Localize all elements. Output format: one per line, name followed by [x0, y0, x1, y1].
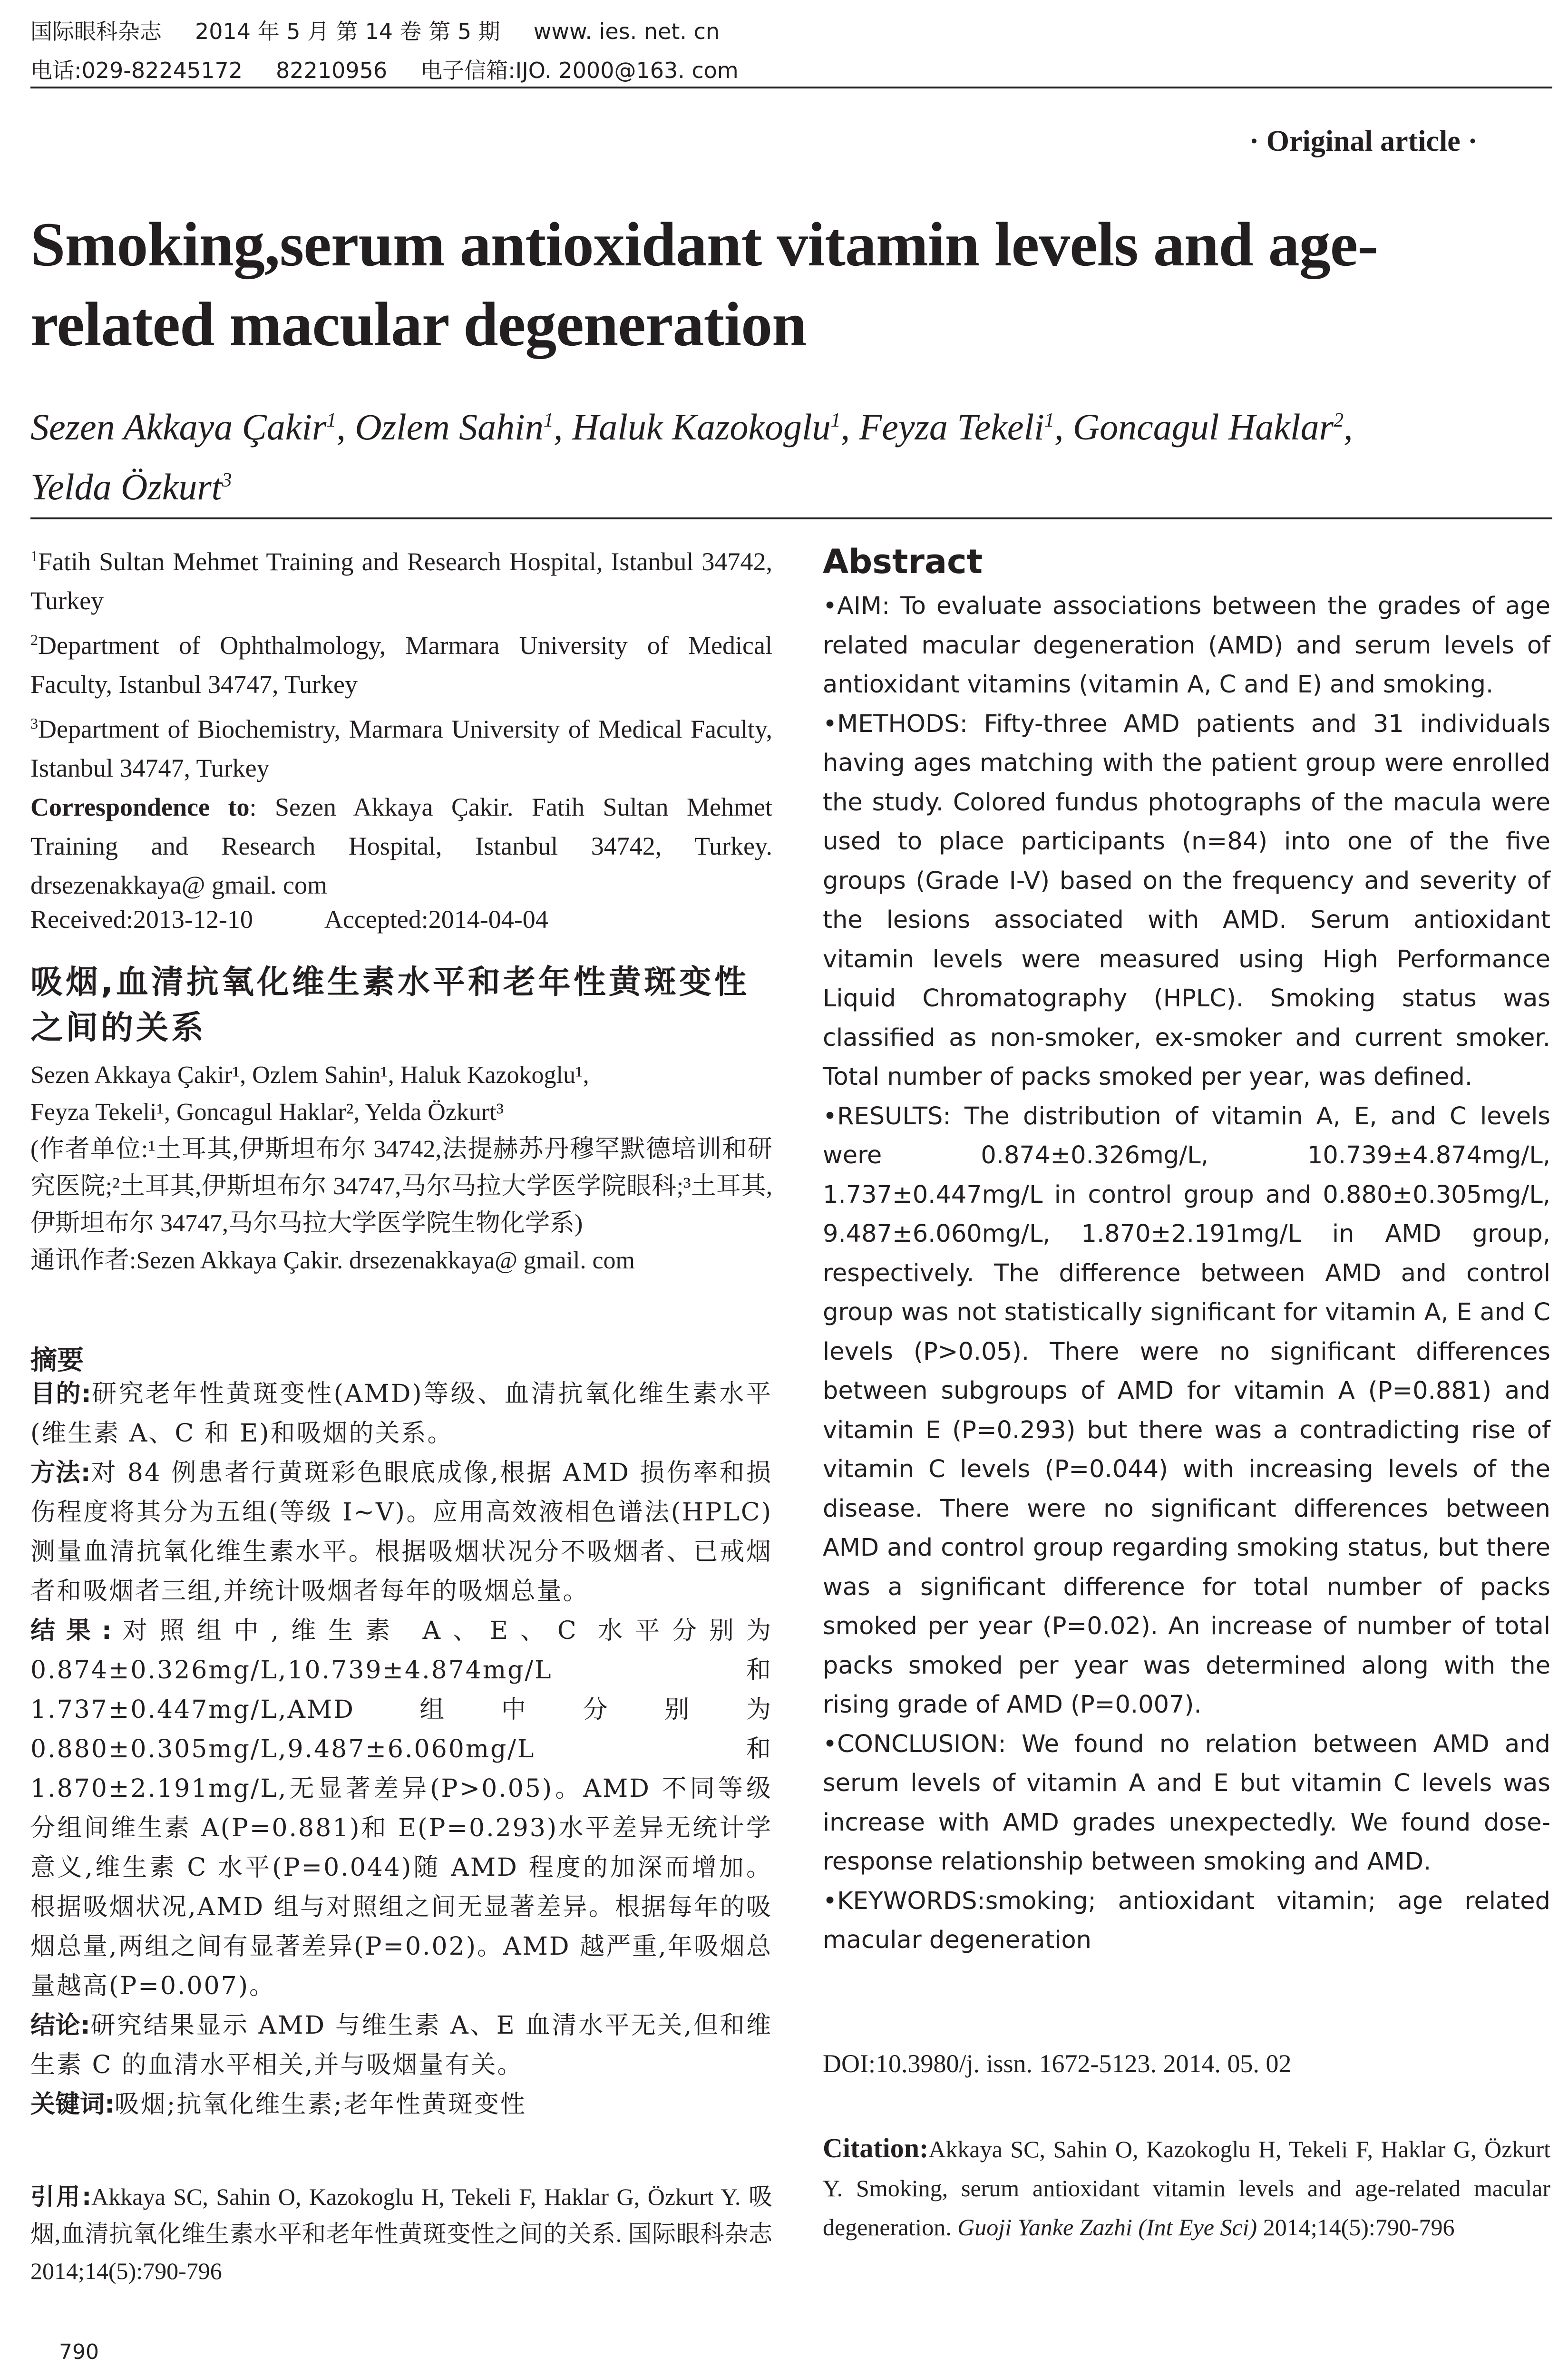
- cn-keywords: 关键词:吸烟;抗氧化维生素;老年性黄斑变性: [30, 2090, 526, 2119]
- en-methods: •METHODS: Fifty-three AMD patients and 31 individuals having ages matching with the patient group were enrolled the study. Colored fundus photographs of the macula were used to place participants (n=84) into one of the five groups (Grade I-V) based on the frequency and severity of the lesions associated with AMD. Serum antioxidant vitamin levels were measured using High Performance Liquid Chromatography (HPLC). Smoking status was classified as non-smoker, ex-smoker and current smoker. Total number of packs smoked per year, was defined.: [823, 710, 1550, 1091]
- cn-citation: 引用:Akkaya SC, Sahin O, Kazokoglu H, Tekeli F, Haklar G, Özkurt Y. 吸烟,血清抗氧化维生素水平和老年性黄斑变性之间的关系. 国际眼科杂志 2014;14(5):790-796: [30, 2183, 773, 2284]
- cn-title: 吸烟,血清抗氧化维生素水平和老年性黄斑变性之间的关系: [30, 964, 750, 1047]
- affiliation-2: $^2$Department of Ophthalmology, Marmara University of Medical Faculty, Istanbul 34747, Turkey: [30, 631, 772, 699]
- affiliation-1: $^1$Fatih Sultan Mehmet Training and Research Hospital, Istanbul 34742, Turkey: [30, 547, 772, 615]
- journal-name: 国际眼科杂志: [30, 19, 162, 44]
- cn-results: 结果:对照组中,维生素 A、E、C 水平分别为 0.874±0.326mg/L,10.739±4.874mg/L 和 1.737±0.447mg/L,AMD 组中分别为 0.880±0.305mg/L,9.487±6.060mg/L 和 1.870±2.191mg/L,无显著差异(P>0.05)。AMD 不同等级分组间维生素 A(P=0.881)和 E(P=0.293)水平差异无统计学意义,维生素 C 水平(P=0.044)随 AMD 程度的加深而增加。根据吸烟状况,AMD 组与对照组之间无显著差异。根据每年的吸烟总量,两组之间有显著差异(P=0.02)。AMD 越严重,年吸烟总量越高(P=0.007)。: [30, 1617, 772, 2000]
- author: Goncagul Haklar: [1072, 406, 1334, 448]
- received-date: Received:2013-12-10: [30, 905, 253, 934]
- affiliations: [30, 536, 772, 934]
- journal-email: 电子信箱:IJO. 2000@163. com: [420, 58, 739, 83]
- doi: DOI:10.3980/j. issn. 1672-5123. 2014. 05. 02: [823, 2049, 1292, 2078]
- cn-abstract: [30, 1374, 772, 2124]
- cn-aim: 目的:研究老年性黄斑变性(AMD)等级、血清抗氧化维生素水平(维生素 A、C 和 E)和吸烟的关系。: [30, 1380, 772, 1448]
- article-type: · Original article ·: [1249, 125, 1478, 157]
- en-conclusion: •CONCLUSION: We found no relation between AMD and serum levels of vitamin A and E but vitamin C levels was increase with AMD grades unexpectedly. We found dose-response relationship between smoking and AMD.: [823, 1730, 1550, 1876]
- author-list: Sezen Akkaya Çakir$^1$, Ozlem Sahin$^1$, Haluk Kazokoglu$^1$, Feyza Tekeli$^1$, Goncagul Haklar$^2$, Yelda Özkurt$^3$: [30, 406, 1353, 507]
- en-results: •RESULTS: The distribution of vitamin A, E, and C levels were 0.874±0.326mg/L, 10.739±4.874mg/L, 1.737±0.447mg/L in control group and 0.880±0.305mg/L, 9.487±6.060mg/L, 1.870±2.191mg/L in AMD group, respectively. The difference between AMD and control group was not statistically significant for vitamin A, E and C levels (P>0.05). There were no significant differences between subgroups of AMD for vitamin A (P=0.881) and vitamin E (P=0.293) but there was a contradicting rise of vitamin C levels (P=0.044) with increasing levels of the disease. There were no significant differences between AMD and control group regarding smoking status, but there was a significant difference for total number of packs smoked per year (P=0.02). An increase of number of total packs smoked per year was determined along with the rising grade of AMD (P=0.007).: [823, 1102, 1550, 1719]
- author: Ozlem Sahin: [355, 406, 544, 448]
- issue-info: 2014 年 5 月 第 14 卷 第 5 期: [195, 19, 500, 44]
- dates: [30, 905, 772, 934]
- author: Feyza Tekeli: [859, 406, 1044, 448]
- author: Yelda Özkurt: [30, 466, 222, 507]
- cn-authors-block: [30, 1057, 772, 1279]
- header-rule: [30, 87, 1552, 88]
- cn-authors-line2: Feyza Tekeli¹, Goncagul Haklar², Yelda Özkurt³: [30, 1099, 504, 1126]
- title-rule: [30, 517, 1552, 519]
- cn-methods: 方法:对 84 例患者行黄斑彩色眼底成像,根据 AMD 损伤率和损伤程度将其分为五组(等级 I~V)。应用高效液相色谱法(HPLC)测量血清抗氧化维生素水平。根据吸烟状况分不吸烟者、已戒烟者和吸烟者三组,并统计吸烟者每年的吸烟总量。: [30, 1459, 773, 1606]
- journal-phone: 电话:029-82245172: [30, 58, 243, 83]
- journal-website: www. ies. net. cn: [533, 19, 720, 44]
- page-number: 790: [59, 2340, 99, 2364]
- en-abstract: [823, 587, 1550, 1960]
- abstract-heading: Abstract: [823, 542, 983, 581]
- affiliation-3: $^3$Department of Biochemistry, Marmara University of Medical Faculty, Istanbul 34747, Turkey: [30, 715, 772, 782]
- cn-abstract-heading: 摘要: [30, 1345, 84, 1376]
- journal-header-line2: [30, 53, 772, 85]
- accepted-date: Accepted:2014-04-04: [324, 905, 548, 934]
- cn-contact: 通讯作者:Sezen Akkaya Çakir. drsezenakkaya@ gmail. com: [30, 1247, 635, 1274]
- en-citation: Citation:Akkaya SC, Sahin O, Kazokoglu H, Tekeli F, Haklar G, Özkurt Y. Smoking, serum antioxidant vitamin levels and age-related macular degeneration. Guoji Yanke Zazhi (Int Eye Sci) 2014;14(5):790-796: [823, 2133, 1550, 2241]
- article-title: Smoking,serum antioxidant vitamin levels and age-related macular degeneration: [30, 209, 1378, 359]
- author: Haluk Kazokoglu: [572, 406, 831, 448]
- journal-header-line1: [30, 14, 753, 46]
- cn-conclusion: 结论:研究结果显示 AMD 与维生素 A、E 血清水平无关,但和维生素 C 的血清水平相关,并与吸烟量有关。: [30, 2011, 772, 2079]
- cn-author-units: (作者单位:¹土耳其,伊斯坦布尔 34742,法提赫苏丹穆罕默德培训和研究医院;²土耳其,伊斯坦布尔 34747,马尔马拉大学医学院眼科;³土耳其,伊斯坦布尔 34747,马尔马拉大学医学院生物化学系): [30, 1136, 772, 1237]
- en-aim: •AIM: To evaluate associations between the grades of age related macular degeneration (AMD) and serum levels of antioxidant vitamins (vitamin A, C and E) and smoking.: [823, 592, 1550, 699]
- correspondence: Correspondence to: Sezen Akkaya Çakir. Fatih Sultan Mehmet Training and Research Hospital, Istanbul 34742, Turkey. drsezenakkaya@ gmail. com: [30, 793, 772, 899]
- author: Sezen Akkaya Çakir: [30, 406, 327, 448]
- journal-phone2: 82210956: [276, 58, 388, 83]
- cn-authors-line1: Sezen Akkaya Çakir¹, Ozlem Sahin¹, Haluk Kazokoglu¹,: [30, 1062, 589, 1089]
- en-keywords: •KEYWORDS:smoking; antioxidant vitamin; age related macular degeneration: [823, 1887, 1550, 1954]
